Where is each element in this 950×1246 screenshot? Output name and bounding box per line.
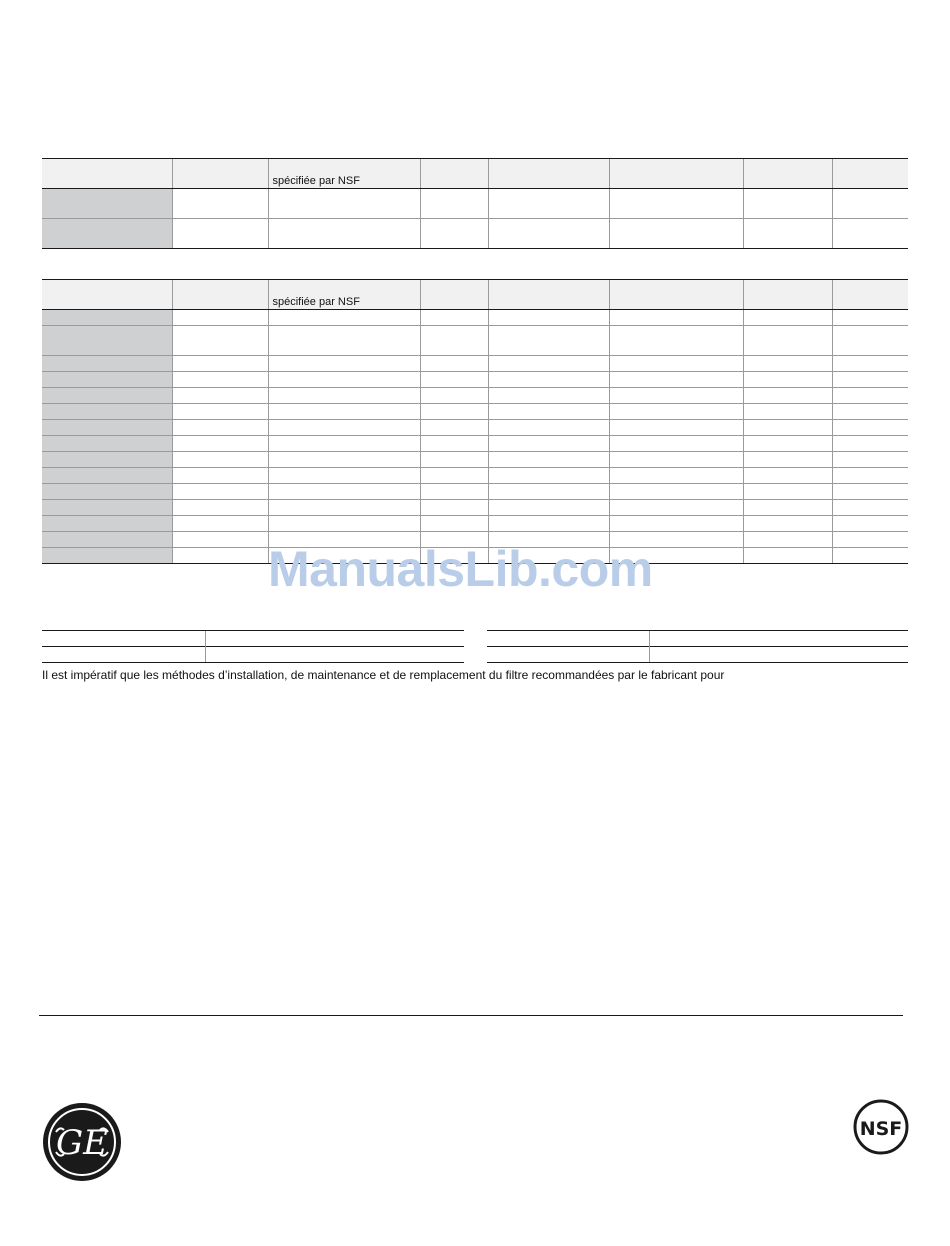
installation-note: Il est impératif que les méthodes d’installation, de maintenance et de remplacement du filtre recommandées par le fabricant pour <box>42 668 725 682</box>
table-row <box>42 436 908 452</box>
spec-table-left <box>42 630 464 663</box>
performance-table-2 <box>42 279 908 564</box>
table-row <box>42 310 908 326</box>
performance-table-1 <box>42 158 908 249</box>
ge-logo-lettering: GE <box>56 1123 108 1163</box>
table-row <box>42 326 908 356</box>
table-row <box>42 484 908 500</box>
table-header-cell: spécifiée par NSF <box>268 159 420 189</box>
footer-divider <box>39 1015 903 1016</box>
table-row <box>42 372 908 388</box>
table-row <box>42 189 908 219</box>
table-row <box>42 452 908 468</box>
nsf-logo-icon <box>853 1099 909 1155</box>
nsf-logo-lettering: NSF <box>859 1118 903 1140</box>
watermark-text: ManualsLib.com <box>268 541 653 597</box>
table-row <box>42 404 908 420</box>
table-header-row <box>42 280 908 310</box>
table-row <box>42 647 464 663</box>
table-row <box>42 388 908 404</box>
table-row <box>42 500 908 516</box>
table-row <box>42 516 908 532</box>
table-row <box>487 631 908 647</box>
ge-logo-icon <box>42 1102 122 1182</box>
table-row <box>487 647 908 663</box>
spec-table-right <box>487 630 908 663</box>
table-row <box>42 219 908 249</box>
table-header-row <box>42 159 908 189</box>
table-row <box>42 468 908 484</box>
table-row <box>42 420 908 436</box>
table-row <box>42 631 464 647</box>
table-header-cell: spécifiée par NSF <box>268 280 420 310</box>
table-row <box>42 356 908 372</box>
